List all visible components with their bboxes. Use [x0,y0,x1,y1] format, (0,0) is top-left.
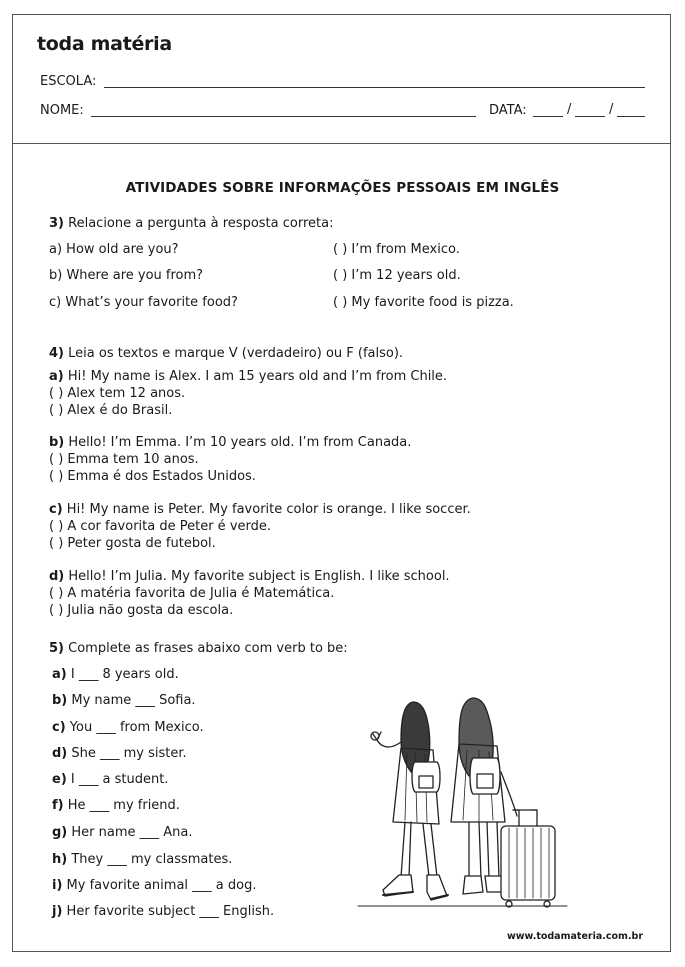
q5-text: I ___ 8 years old. [70,667,179,682]
q5-text: Her name ___ Ana. [71,825,193,840]
q5-text: Her favorite subject ___ English. [66,904,275,919]
q5-item[interactable] [52,745,187,762]
q5-letter: j) [52,904,63,919]
q5-letter: a) [52,667,67,682]
q5-letter: c) [52,720,66,735]
q4-text-a [49,368,447,385]
q5-item[interactable] [52,903,274,920]
q5-text: My favorite animal ___ a dog. [66,878,257,893]
name-field[interactable] [91,116,476,117]
q5-letter: e) [52,772,67,787]
q5-text: They ___ my classmates. [71,852,233,867]
date-separator: / [567,102,572,117]
q4-text-d [49,568,450,585]
q4-statement[interactable]: ( ) Peter gosta de futebol. [49,536,216,551]
q5-text: I ___ a student. [70,772,169,787]
q5-item[interactable] [52,771,168,788]
q5-letter: i) [52,878,63,893]
q3-prompt-text: Relacione a pergunta à resposta correta: [68,216,334,231]
q5-text: You ___ from Mexico. [69,720,204,735]
q4-letter: b) [49,435,65,450]
q5-item[interactable] [52,666,179,683]
name-label: NOME: [40,103,84,118]
q5-letter: h) [52,852,68,867]
q4-letter: d) [49,569,65,584]
q4-statement[interactable]: ( ) A cor favorita de Peter é verde. [49,519,272,534]
q4-text: Hello! I’m Julia. My favorite subject is English. I like school. [68,569,450,584]
date-label: DATA: [489,103,527,118]
q4-statement[interactable]: ( ) Alex é do Brasil. [49,403,173,418]
q5-letter: b) [52,693,68,708]
q3-question-b: b) Where are you from? [49,268,204,283]
school-label: ESCOLA: [40,74,97,89]
date-day-field[interactable] [533,116,563,117]
date-year-field[interactable] [617,116,645,117]
date-separator: / [609,102,614,117]
school-field[interactable] [104,87,645,88]
q3-answer-2[interactable]: ( ) I’m 12 years old. [333,268,461,283]
q4-number: 4) [49,346,64,361]
q4-text-b [49,434,411,451]
logo: toda matéria [37,33,172,55]
q4-text: Hi! My name is Peter. My favorite color is orange. I like soccer. [66,502,471,517]
q4-statement[interactable]: ( ) Alex tem 12 anos. [49,386,186,401]
q4-statement[interactable]: ( ) Emma tem 10 anos. [49,452,199,467]
q4-text: Hi! My name is Alex. I am 15 years old and I’m from Chile. [67,369,448,384]
q4-statement[interactable]: ( ) Julia não gosta da escola. [49,603,234,618]
q3-question-a: a) How old are you? [49,242,179,257]
girls-with-suitcase-illustration [355,692,570,914]
q4-prompt [49,345,403,362]
q4-statement[interactable]: ( ) Emma é dos Estados Unidos. [49,469,256,484]
q3-answer-3[interactable]: ( ) My favorite food is pizza. [333,295,514,310]
q5-text: My name ___ Sofia. [71,693,196,708]
q5-text: He ___ my friend. [67,798,180,813]
q5-prompt-text: Complete as frases abaixo com verb to be: [68,641,348,656]
q4-letter: a) [49,369,64,384]
q5-letter: d) [52,746,68,761]
q3-number: 3) [49,216,64,231]
q5-letter: g) [52,825,68,840]
q5-text: She ___ my sister. [71,746,187,761]
q5-item[interactable] [52,692,196,709]
q5-number: 5) [49,641,64,656]
q4-prompt-text: Leia os textos e marque V (verdadeiro) ou F (falso). [68,346,404,361]
q4-text-c [49,501,471,518]
q5-item[interactable] [52,824,193,841]
q4-letter: c) [49,502,63,517]
q5-prompt [49,640,348,657]
date-month-field[interactable] [575,116,605,117]
header-divider [12,143,671,144]
q3-prompt [49,215,333,232]
q5-item[interactable] [52,797,180,814]
q5-item[interactable] [52,851,232,868]
q5-item[interactable] [52,877,256,894]
footer-url[interactable]: www.todamateria.com.br [506,931,643,942]
q5-item[interactable] [52,719,204,736]
q3-question-c: c) What’s your favorite food? [49,295,238,310]
page-title: ATIVIDADES SOBRE INFORMAÇÕES PESSOAIS EM INGLÊS [125,180,560,196]
q4-text: Hello! I’m Emma. I’m 10 years old. I’m from Canada. [68,435,412,450]
q3-answer-1[interactable]: ( ) I’m from Mexico. [333,242,460,257]
q5-letter: f) [52,798,64,813]
q4-statement[interactable]: ( ) A matéria favorita de Julia é Matemática. [49,586,335,601]
